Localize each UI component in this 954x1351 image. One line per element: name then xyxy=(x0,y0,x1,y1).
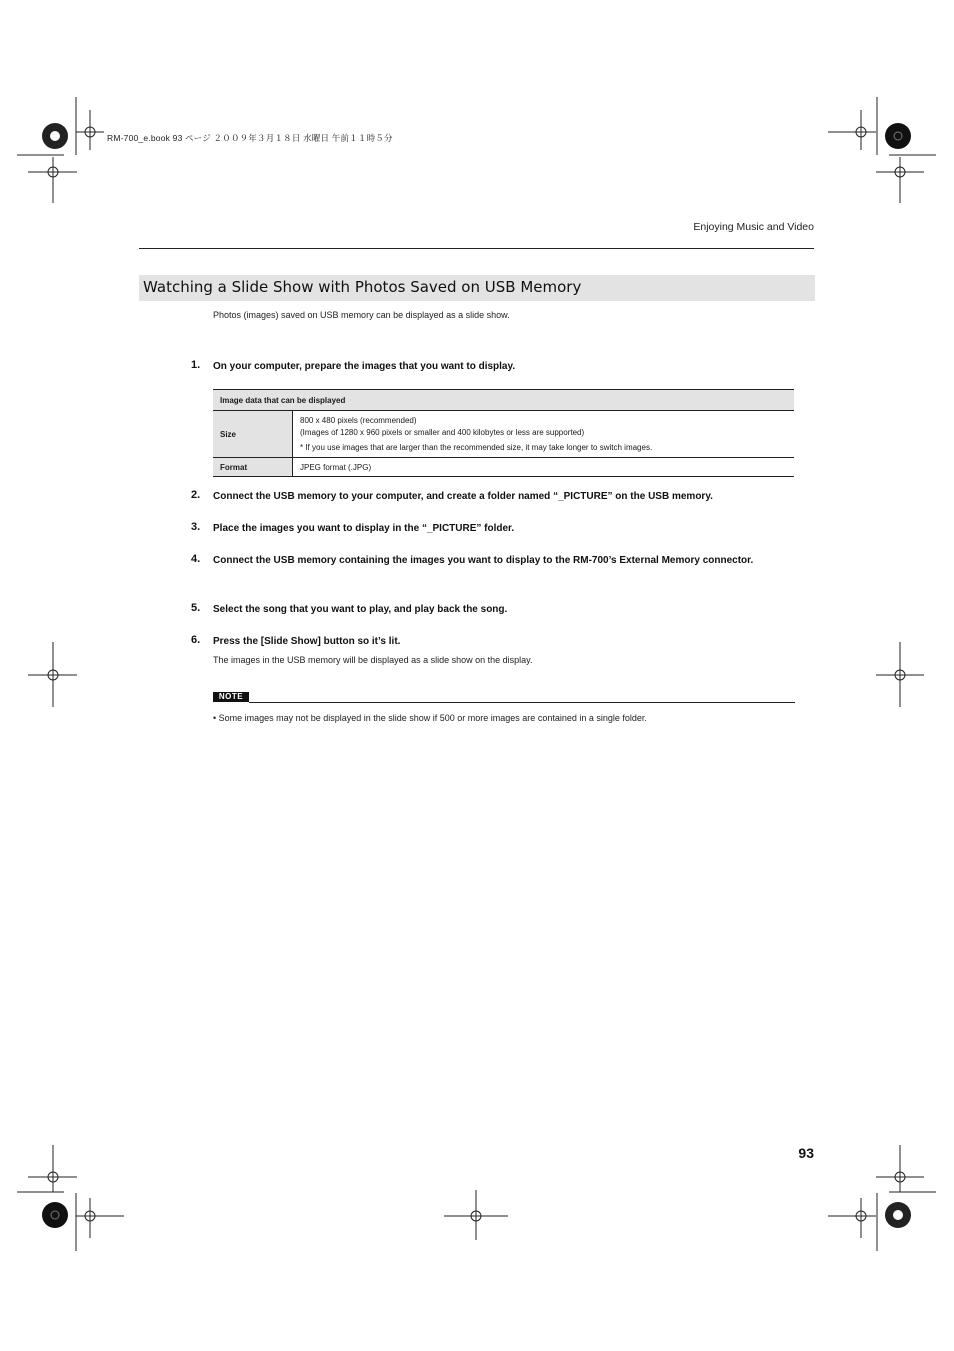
step-number: 2. xyxy=(191,489,201,501)
size-line: 800 x 480 pixels (recommended) xyxy=(300,415,417,425)
table-row xyxy=(213,458,794,477)
step-number: 5. xyxy=(191,602,201,614)
step-text: Connect the USB memory to your computer, and create a folder named “_PICTURE” on the USB memory. xyxy=(213,491,713,502)
page-number: 93 xyxy=(798,1145,814,1161)
step-description: The images in the USB memory will be displayed as a slide show on the display. xyxy=(213,655,533,665)
step-text: Place the images you want to display in the “_PICTURE” folder. xyxy=(213,523,515,534)
step-text: Select the song that you want to play, and play back the song. xyxy=(213,604,508,615)
step-number: 6. xyxy=(191,634,201,646)
note-item: • Some images may not be displayed in the slide show if 500 or more images are contained in a single folder. xyxy=(213,713,647,723)
step-number: 3. xyxy=(191,521,201,533)
size-footnote: * If you use images that are larger than the recommended size, it may take longer to switch images. xyxy=(300,442,653,452)
table-header: Image data that can be displayed xyxy=(213,390,794,411)
row-label: Size xyxy=(213,411,293,458)
print-header: RM-700_e.book 93 ページ ２００９年３月１８日 水曜日 午前１１時５分 xyxy=(107,133,393,143)
step-text: Connect the USB memory containing the images you want to display to the RM-700’s External Memory connector. xyxy=(213,555,754,566)
step-text: Press the [Slide Show] button so it’s lit. xyxy=(213,636,401,647)
row-value xyxy=(293,411,795,458)
image-data-table xyxy=(213,389,794,477)
note-rule xyxy=(249,702,795,703)
running-head: Enjoying Music and Video xyxy=(693,221,814,233)
step-number: 1. xyxy=(191,359,201,371)
step-text: On your computer, prepare the images that you want to display. xyxy=(213,361,516,372)
header-rule xyxy=(139,248,814,249)
size-line: (Images of 1280 x 960 pixels or smaller and 400 kilobytes or less are supported) xyxy=(300,427,585,437)
note-badge: NOTE xyxy=(213,692,249,702)
section-heading-bar xyxy=(139,275,815,301)
section-intro: Photos (images) saved on USB memory can be displayed as a slide show. xyxy=(213,310,510,320)
section-title: Watching a Slide Show with Photos Saved on USB Memory xyxy=(143,278,582,296)
table-row xyxy=(213,411,794,458)
row-label: Format xyxy=(213,458,293,477)
step-number: 4. xyxy=(191,553,201,565)
row-value: JPEG format (.JPG) xyxy=(293,458,795,477)
